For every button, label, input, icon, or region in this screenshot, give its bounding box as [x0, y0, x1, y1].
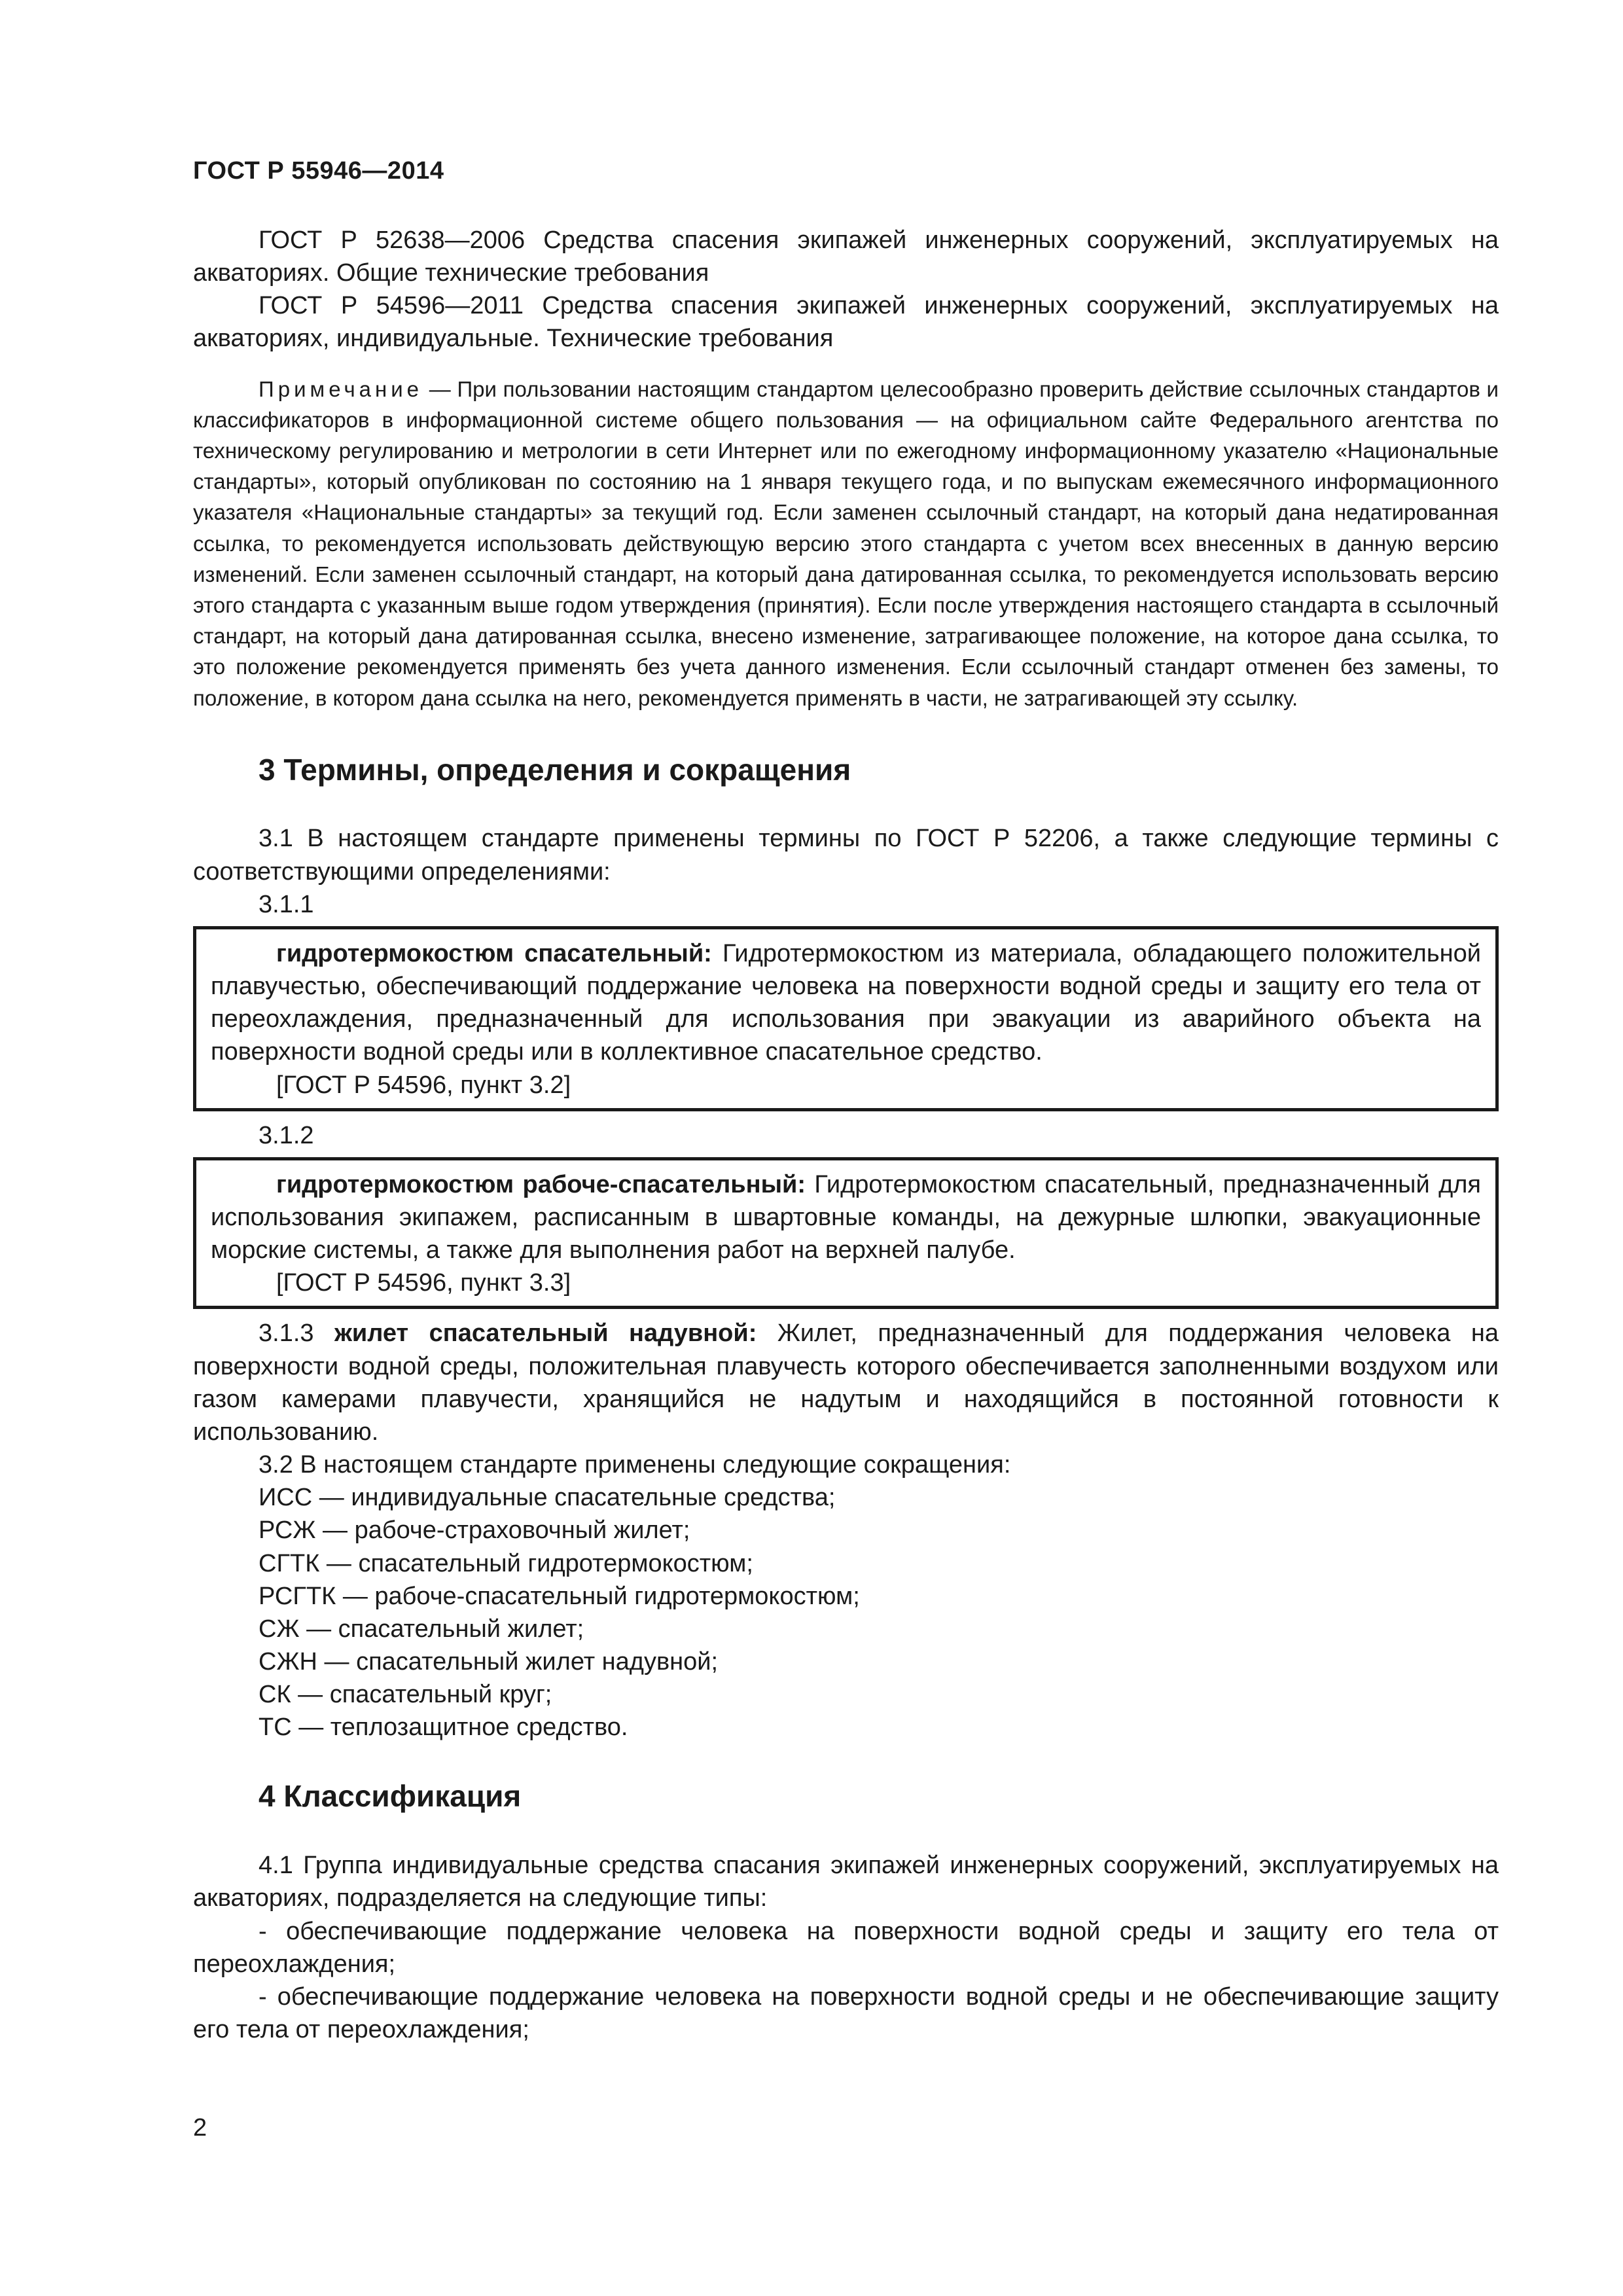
abbreviation-item: СЖН — спасательный жилет надувной; — [259, 1648, 719, 1676]
abbreviation-item: СГТК — спасательный гидротермокостюм; — [259, 1549, 753, 1577]
term-definition-box — [193, 926, 1499, 1111]
abbreviation-item: РСЖ — рабоче-страховочный жилет; — [259, 1516, 690, 1545]
term-definition — [211, 1168, 1481, 1266]
term-definition — [193, 1317, 1499, 1448]
paragraph-4-1: 4.1 Группа индивидуальные средства спасания экипажей инженерных сооружений, эксплуатируемых на акваториях, подразделяется на следующие типы: — [193, 1852, 1499, 1912]
abbreviation-item: СЖ — спасательный жилет; — [259, 1615, 584, 1643]
page-number: 2 — [193, 2114, 207, 2142]
reference-item — [193, 224, 1499, 289]
reference-item — [193, 289, 1499, 355]
term-text: Гидротермокостюм из материала, обладающего положительной плавучестью, обеспечивающий поддержание человека на поверхности водной среды и защиту его тела от переохлаждения, предназначенный для использования при эвакуации из аварийного объекта на поверхности водной среды или в коллективное спасательное средство. — [211, 939, 1481, 1066]
term-name: жилет спасательный надувной: — [334, 1319, 757, 1348]
abbreviation-list — [193, 1481, 1499, 1744]
note-text: — При пользовании настоящим стандартом целесообразно проверить действие ссылочных стандартов и классификаторов в информационной системе общего пользования — на официальном сайте Федерального агентства по техническому регулированию и метрологии в сети Интернет или по ежегодному информационному указателю «Национальные стандарты», который опубликован по состоянию на 1 января текущего года, и по выпускам ежемесячного информационного указателя «Национальные стандарты» за текущий год. Если заменен ссылочный стандарт, на который дана недатированная ссылка, то рекомендуется использовать действующую версию этого стандарта с учетом всех внесенных в данную версию изменений. Если заменен ссылочный стандарт, на который дана датированная ссылка, то рекомендуется использовать версию этого стандарта с указанным выше годом утверждения (принятия). Если после утверждения настоящего стандарта в ссылочный стандарт, на который дана датированная ссылка, внесено изменение, затрагивающее положение, на которое дана ссылка, то это положение рекомендуется применять без учета данного изменения. Если ссылочный стандарт отменен без замены, то положение, в котором дана ссылка на него, рекомендуется применять в части, не затрагивающей эту ссылку. — [193, 376, 1499, 710]
term-number: 3.1.2 — [259, 1121, 314, 1149]
term-number: 3.1.1 — [259, 890, 314, 918]
term-definition — [211, 937, 1481, 1069]
section-3-heading: 3 Термины, определения и сокращения — [259, 752, 851, 787]
term-name: гидротермокостюм спасательный: — [276, 939, 712, 967]
reference-title: Средства спасения экипажей инженерных сооружений, эксплуатируемых на акваториях. Общие технические требования — [193, 226, 1499, 287]
term-source: [ГОСТ Р 54596, пункт 3.2] — [276, 1071, 571, 1099]
note-paragraph — [193, 374, 1499, 713]
term-text: Гидротермокостюм спасательный, предназначенный для использования экипажем, расписанным в швартовные команды, на дежурные шлюпки, эвакуационные морские системы, а также для выполнения работ на верхней палубе. — [211, 1170, 1481, 1265]
document-header: ГОСТ Р 55946—2014 — [193, 157, 444, 185]
term-definition-box — [193, 1157, 1499, 1310]
term-name: гидротермокостюм рабоче-спасательный: — [276, 1170, 806, 1198]
reference-code: ГОСТ Р 52638—2006 — [259, 226, 526, 254]
section-4-heading: 4 Классификация — [259, 1779, 522, 1814]
reference-title: Средства спасения экипажей инженерных сооружений, эксплуатируемых на акваториях, индивидуальные. Технические требования — [193, 292, 1499, 353]
term-source: [ГОСТ Р 54596, пункт 3.3] — [276, 1269, 571, 1297]
paragraph-3-2: 3.2 В настоящем стандарте применены следующие сокращения: — [259, 1451, 1011, 1479]
abbreviation-item: СК — спасательный круг; — [259, 1681, 552, 1709]
document-body — [193, 224, 1499, 2046]
note-label: Примечание — [259, 376, 423, 401]
term-number: 3.1.3 — [259, 1319, 314, 1348]
abbreviation-item: РСГТК — рабоче-спасательный гидротермокостюм; — [259, 1582, 860, 1610]
paragraph-3-1: 3.1 В настоящем стандарте применены термины по ГОСТ Р 52206, а также следующие термины с соответствующими определениями: — [193, 825, 1499, 886]
reference-code: ГОСТ Р 54596—2011 — [259, 292, 524, 320]
term-text: Жилет, предназначенный для поддержания человека на поверхности водной среды, положительная плавучесть которого обеспечивается заполненными воздухом или газом камерами плавучести, хранящийся не надутым и находящийся в постоянной готовности к использованию. — [193, 1319, 1499, 1446]
list-item: - обеспечивающие поддержание человека на поверхности водной среды и не обеспечивающие защиту его тела от переохлаждения; — [193, 1982, 1499, 2043]
abbreviation-item: ТС — теплозащитное средство. — [259, 1713, 628, 1742]
list-item: - обеспечивающие поддержание человека на поверхности водной среды и защиту его тела от переохлаждения; — [193, 1917, 1499, 1978]
abbreviation-item: ИСС — индивидуальные спасательные средства; — [259, 1484, 836, 1512]
